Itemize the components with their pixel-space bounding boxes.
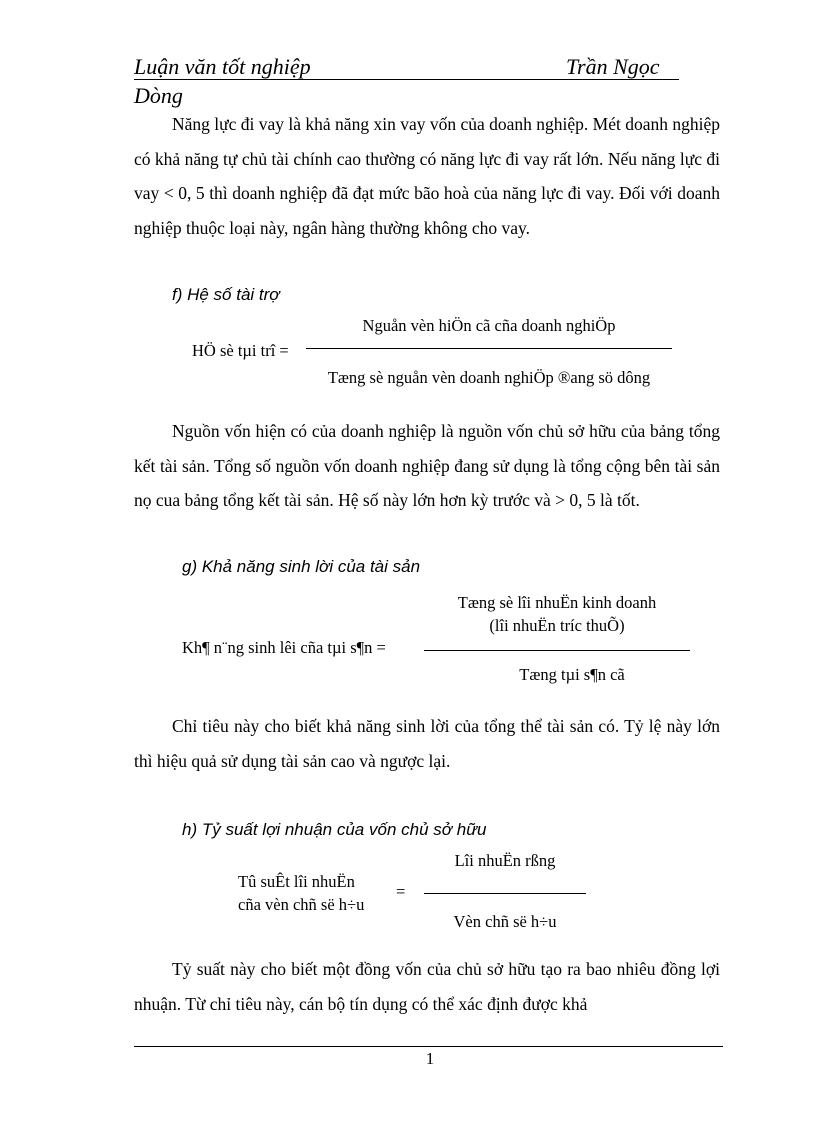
paragraph-equity-sources — [134, 414, 720, 518]
formula-numerator: Lîi nhuËn rßng — [454, 851, 556, 870]
paragraph-text: Chỉ tiêu này cho biết khả năng sinh lời của tổng thể tài sản có. Tỷ lệ này lớn thì hiệu quả sử dụng tài sản cao và ngược lại. — [134, 716, 720, 771]
formula-denominator: Tæng sè nguån vèn doanh nghiÖp ®ang sö dông — [327, 368, 651, 387]
header-author: Trần Ngọc — [566, 54, 660, 79]
formula-lhs-line2: cña vèn chñ së h÷u — [238, 895, 365, 914]
formula-numerator: Nguån vèn hiÖn cã cña doanh nghiÖp — [362, 316, 616, 335]
formula-denominator: Vèn chñ së h÷u — [453, 912, 557, 931]
section-heading-g: g) Khả năng sinh lời của tài sản — [182, 557, 421, 576]
formula-lhs-line1: Tû suÊt lîi nhuËn — [238, 872, 355, 891]
page-number: 1 — [425, 1049, 435, 1068]
paragraph-text: Tỷ suất này cho biết một đồng vốn của chủ sở hữu tạo ra bao nhiêu đồng lợi nhuận. Từ chỉ tiêu này, cán bộ tín dụng có thể xác định được khả — [134, 959, 720, 1014]
formula-denominator: Tæng tµi s¶n cã — [519, 665, 625, 684]
paragraph-roe-explanation — [134, 952, 720, 1021]
section-heading-h: h) Tỷ suất lợi nhuận của vốn chủ sở hữu — [182, 820, 487, 839]
formula-equals: = — [396, 882, 406, 901]
fraction-bar — [306, 348, 672, 349]
formula-lhs: HÖ sè tµi trî = — [192, 341, 289, 360]
paragraph-text: Năng lực đi vay là khả năng xin vay vốn của doanh nghiệp. Mét doanh nghiệp có khả năng tự chủ tài chính cao thường có năng lực đi vay rất lớn. Nếu năng lực đi vay < 0, 5 thì doanh nghiệp đã đạt mức bão hoà của năng lực đi vay. Đối với doanh nghiệp thuộc loại này, ngân hàng thường không cho vay. — [134, 114, 720, 238]
fraction-bar — [424, 893, 586, 894]
paragraph-borrowing-capacity — [134, 107, 720, 245]
header-title: Luận văn tốt nghiệp — [134, 54, 311, 79]
paragraph-roa-explanation — [134, 709, 720, 778]
formula-numerator-line2: (lîi nhuËn tríc thuÕ) — [489, 616, 625, 635]
section-heading-f: f) Hệ số tài trợ — [172, 285, 280, 304]
formula-numerator-line1: Tæng sè lîi nhuËn kinh doanh — [457, 593, 657, 612]
paragraph-text: Nguồn vốn hiện có của doanh nghiệp là nguồn vốn chủ sở hữu của bảng tổng kết tài sản. Tổng số nguồn vốn doanh nghiệp đang sử dụng là tổng cộng bên tài sản nọ cua bảng tổng kết tài sản. Hệ số này lớn hơn kỳ trước và > 0, 5 là tốt. — [134, 421, 720, 510]
footer-rule — [134, 1046, 723, 1047]
fraction-bar — [424, 650, 690, 651]
formula-lhs: Kh¶ n¨ng sinh lêi cña tµi s¶n = — [182, 638, 386, 657]
header-author-continued: Dòng — [134, 83, 183, 108]
header-rule — [134, 79, 679, 80]
